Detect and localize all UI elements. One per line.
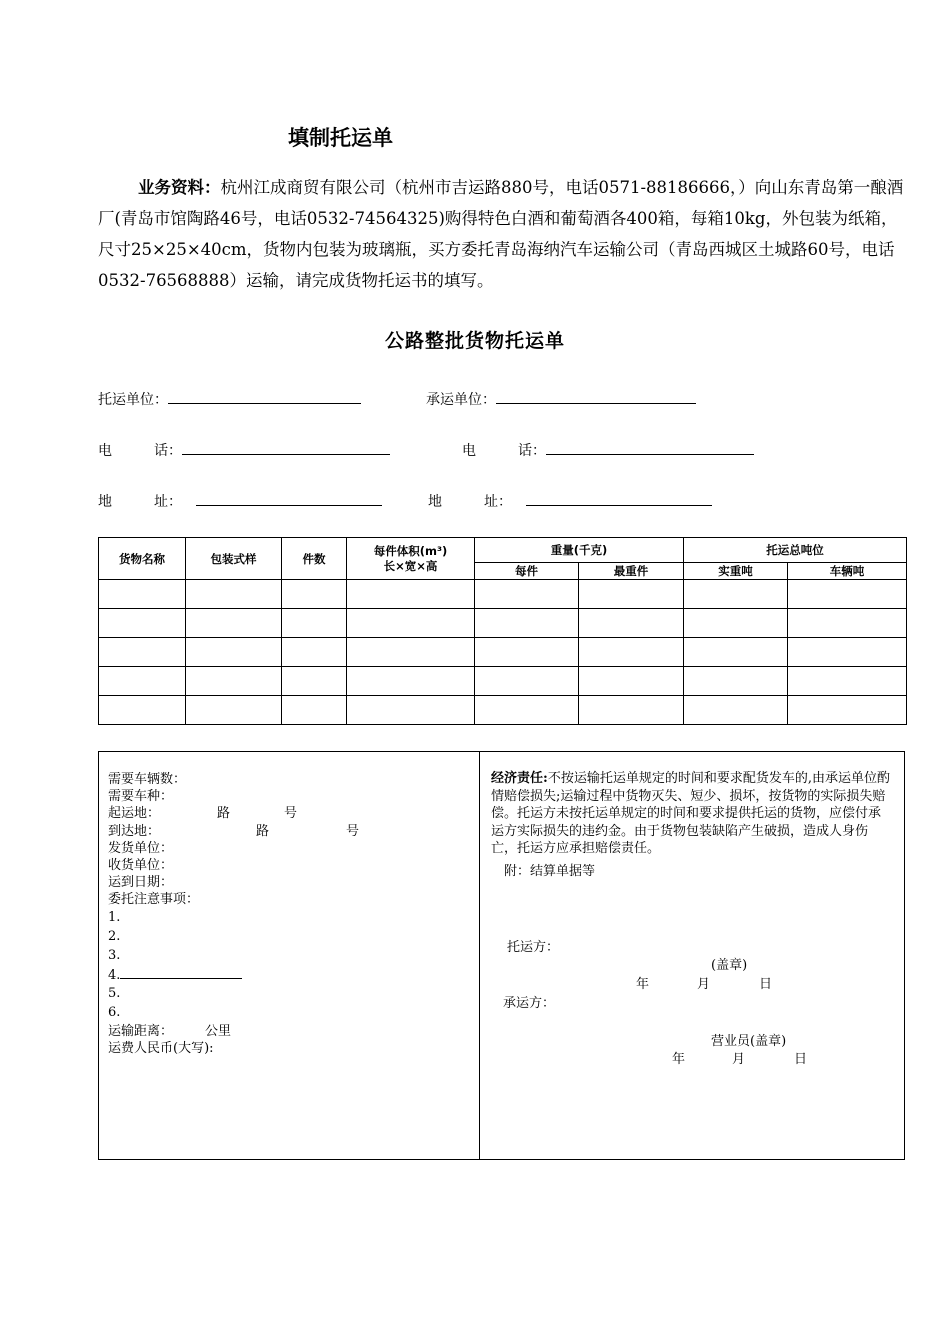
shipper-phone-label: 电 话： <box>98 443 182 459</box>
cell[interactable] <box>347 609 475 638</box>
destination-label: 到达地： <box>108 823 161 839</box>
shipper-sign-label: 托运方： <box>507 940 560 955</box>
shipper-phone-field[interactable] <box>98 440 390 460</box>
distance-row[interactable] <box>108 1023 359 1040</box>
note-item-3[interactable]: 3. <box>108 947 121 963</box>
distance-label: 运输距离： <box>108 1023 174 1039</box>
note-item-4[interactable] <box>108 966 359 985</box>
header-tonnage-vehicle: 车辆吨 <box>788 563 907 580</box>
cell[interactable] <box>282 638 347 667</box>
cell[interactable] <box>684 667 788 696</box>
form-title: 公路整批货物托运单 <box>384 330 565 352</box>
table-row <box>99 638 907 667</box>
cell[interactable] <box>347 667 475 696</box>
carrier-unit-field[interactable] <box>426 389 696 409</box>
cell[interactable] <box>475 696 579 725</box>
shipper-phone-line[interactable] <box>182 440 390 455</box>
sender-row[interactable]: 发货单位： <box>108 840 174 856</box>
destination-row[interactable] <box>108 823 359 840</box>
cell[interactable] <box>347 580 475 609</box>
note-item-1[interactable]: 1. <box>108 909 121 925</box>
cell[interactable] <box>475 638 579 667</box>
cell[interactable] <box>186 667 282 696</box>
origin-road: 路 <box>217 806 231 822</box>
header-volume-label: 每件体积(m³) <box>373 543 448 558</box>
carrier-date-day: 日 <box>794 1052 808 1067</box>
fee-row[interactable]: 运费人民币(大写): <box>108 1040 214 1056</box>
cell[interactable] <box>684 696 788 725</box>
cell[interactable] <box>788 580 907 609</box>
cell[interactable] <box>99 667 186 696</box>
cell[interactable] <box>684 638 788 667</box>
carrier-phone-label: 电 话： <box>462 443 546 459</box>
table-row <box>99 609 907 638</box>
cell[interactable] <box>788 667 907 696</box>
cell[interactable] <box>99 609 186 638</box>
liability-paragraph <box>491 770 893 858</box>
header-tonnage-actual: 实重吨 <box>684 563 788 580</box>
note-item-4-line[interactable] <box>120 966 242 979</box>
cell[interactable] <box>99 696 186 725</box>
clerk-seal: 营业员(盖章) <box>711 1034 787 1049</box>
cell[interactable] <box>347 638 475 667</box>
carrier-date-year: 年 <box>672 1052 686 1067</box>
cell[interactable] <box>579 638 684 667</box>
receiver-row[interactable]: 收货单位： <box>108 857 174 873</box>
cell[interactable] <box>475 667 579 696</box>
notes-heading: 委托注意事项： <box>108 892 200 908</box>
carrier-address-line[interactable] <box>526 491 712 506</box>
goods-table <box>98 537 907 725</box>
header-weight-max: 最重件 <box>579 563 684 580</box>
business-text: 杭州江成商贸有限公司（杭州市吉运路880号，电话0571-88186666，）向山东青岛第一酿酒厂(青岛市馆陶路46号，电话0532-74564325)购得特色白酒和葡萄酒各400箱，每箱10kg，外包装为纸箱，尺寸25×25×40cm，货物内包装为玻璃瓶，买方委托青岛海纳汽车运输公司（青岛西城区土城路60号，电话0532-76568888）运输，请完成货物托运书的填写。 <box>98 178 904 290</box>
shipper-unit-field[interactable] <box>98 389 361 409</box>
cell[interactable] <box>99 580 186 609</box>
header-goods-name: 货物名称 <box>99 538 186 580</box>
note-item-4-label: 4. <box>108 967 121 983</box>
carrier-sign-label: 承运方： <box>503 996 556 1011</box>
cell[interactable] <box>684 609 788 638</box>
origin-label: 起运地： <box>108 806 161 822</box>
cell[interactable] <box>282 696 347 725</box>
cell[interactable] <box>186 638 282 667</box>
box-divider <box>479 752 480 1159</box>
business-paragraph <box>98 172 904 296</box>
carrier-date-month: 月 <box>732 1052 746 1067</box>
cell[interactable] <box>684 580 788 609</box>
attachment-note: 附：结算单据等 <box>504 864 596 879</box>
cell[interactable] <box>788 638 907 667</box>
destination-road: 路 <box>256 823 270 839</box>
cell[interactable] <box>186 696 282 725</box>
origin-number: 号 <box>284 806 298 822</box>
transport-details <box>108 771 359 1057</box>
shipper-address-field[interactable] <box>98 491 382 511</box>
header-volume <box>347 538 475 580</box>
cell[interactable] <box>186 609 282 638</box>
vehicle-type[interactable]: 需要车种： <box>108 789 174 805</box>
cell[interactable] <box>186 580 282 609</box>
shipper-address-label: 地 址： <box>98 494 182 510</box>
carrier-unit-line[interactable] <box>496 389 696 404</box>
carrier-phone-line[interactable] <box>546 440 754 455</box>
cell[interactable] <box>579 580 684 609</box>
cell[interactable] <box>579 667 684 696</box>
arrival-date-row[interactable]: 运到日期： <box>108 875 174 891</box>
liability-text: 不按运输托运单规定的时间和要求配货发车的,由承运单位酌情赔偿损失;运输过程中货物灭失、短少、损坏，按货物的实际损失赔偿。托运方未按托运单规定的时间和要求提供托运的货物，应偿付承运方实际损失的违约金。由于货物包装缺陷产生破损，造成人身伤亡，托运方应承担赔偿责任。 <box>491 771 890 856</box>
page-title: 填制托运单 <box>288 125 393 150</box>
vehicles-needed[interactable]: 需要车辆数： <box>108 772 187 787</box>
table-row <box>99 580 907 609</box>
distance-unit: 公里 <box>205 1023 232 1039</box>
carrier-address-field[interactable] <box>428 491 712 511</box>
table-row <box>99 667 907 696</box>
carrier-address-label: 地 址： <box>428 494 512 510</box>
business-label: 业务资料： <box>138 178 221 197</box>
cell[interactable] <box>475 580 579 609</box>
header-tonnage: 托运总吨位 <box>684 538 907 563</box>
terms-box <box>98 751 905 1160</box>
cell[interactable] <box>282 580 347 609</box>
cell[interactable] <box>475 609 579 638</box>
liability-label: 经济责任: <box>491 771 548 786</box>
header-packing: 包装式样 <box>186 538 282 580</box>
shipper-date-month: 月 <box>697 977 711 992</box>
cell[interactable] <box>282 609 347 638</box>
shipper-unit-line[interactable] <box>168 389 361 404</box>
table-row <box>99 696 907 725</box>
shipper-unit-label: 托运单位： <box>98 392 168 408</box>
cell[interactable] <box>579 696 684 725</box>
cell[interactable] <box>788 609 907 638</box>
shipper-date-year: 年 <box>636 977 650 992</box>
destination-number: 号 <box>346 823 360 839</box>
header-volume-sub: 长×宽×高 <box>383 558 438 573</box>
cell[interactable] <box>579 609 684 638</box>
cell[interactable] <box>99 638 186 667</box>
cell[interactable] <box>788 696 907 725</box>
note-item-6[interactable]: 6. <box>108 1004 121 1020</box>
origin-row[interactable] <box>108 805 359 822</box>
carrier-phone-field[interactable] <box>462 440 754 460</box>
note-item-5[interactable]: 5. <box>108 985 121 1001</box>
header-count: 件数 <box>282 538 347 580</box>
header-weight: 重量(千克) <box>475 538 684 563</box>
carrier-unit-label: 承运单位： <box>426 392 496 408</box>
shipper-date-day: 日 <box>759 977 773 992</box>
cell[interactable] <box>347 696 475 725</box>
note-item-2[interactable]: 2. <box>108 928 121 944</box>
cell[interactable] <box>282 667 347 696</box>
shipper-seal: (盖章) <box>711 958 748 973</box>
header-weight-each: 每件 <box>475 563 579 580</box>
shipper-address-line[interactable] <box>196 491 382 506</box>
